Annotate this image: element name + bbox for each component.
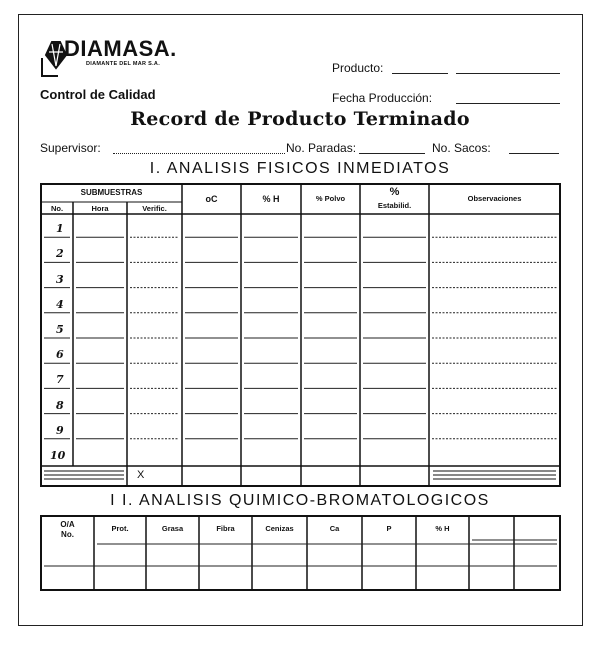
paradas-field[interactable] [359, 153, 425, 154]
row-number: 4 [56, 297, 64, 311]
col-temp-header: oC [205, 194, 218, 204]
col-oa-no-header: No. [61, 530, 74, 539]
col-estab-pct-header: % [389, 186, 400, 198]
brand-name: DIAMASA. [64, 36, 177, 61]
supervisor-field[interactable] [113, 153, 285, 154]
col-cenizas-header: Cenizas [265, 524, 294, 533]
supervisor-label: Supervisor: [40, 141, 101, 155]
col-estab-header: Estabilid. [377, 201, 412, 210]
section2-title: I I. ANALISIS QUIMICO-BROMATOLOGICOS [110, 492, 490, 509]
mean-marker: X [137, 469, 145, 481]
col-fibra-header: Fibra [216, 524, 235, 533]
section1-title: I. ANALISIS FISICOS INMEDIATOS [149, 160, 451, 177]
producto-field[interactable] [392, 73, 448, 74]
col-polvo-header: % Polvo [315, 194, 346, 203]
col-ca-header: Ca [329, 524, 340, 533]
row-number: 6 [56, 348, 64, 362]
row-number: 1 [56, 222, 64, 236]
sacos-label: No. Sacos: [432, 141, 491, 155]
paradas-label: No. Paradas: [286, 141, 357, 155]
row-number: 7 [56, 373, 64, 387]
col-prot-header: Prot. [111, 524, 129, 533]
col-oa-header: O/A [60, 520, 75, 529]
department-label: Control de Calidad [40, 87, 156, 102]
producto-field-2[interactable] [456, 73, 560, 74]
col-hora-header: Hora [91, 204, 109, 213]
row-number: 9 [56, 423, 64, 437]
fecha-field[interactable] [456, 103, 560, 104]
col-humedad-header: % H [262, 194, 280, 204]
col-verific-header: Verific. [142, 204, 167, 213]
col-observaciones-header: Observaciones [467, 194, 522, 203]
row-number: 3 [56, 272, 64, 286]
row-number: 5 [56, 323, 64, 336]
col-h-header: % H [435, 524, 450, 533]
producto-label: Producto: [332, 61, 384, 75]
col-no-header: No. [50, 204, 64, 213]
row-number: 2 [56, 247, 64, 261]
row-number: 8 [56, 398, 64, 412]
fecha-label: Fecha Producción: [332, 91, 433, 105]
row-number: 10 [50, 449, 66, 462]
diamond-logo-icon [42, 42, 66, 76]
sacos-field[interactable] [509, 153, 559, 154]
submuestras-header: SUBMUESTRAS [80, 188, 143, 197]
brand-subtitle: DIAMANTE DEL MAR S.A. [86, 61, 161, 67]
col-grasa-header: Grasa [161, 524, 184, 533]
page-title: Record de Producto Terminado [130, 108, 470, 130]
col-p-header: P [386, 524, 392, 533]
